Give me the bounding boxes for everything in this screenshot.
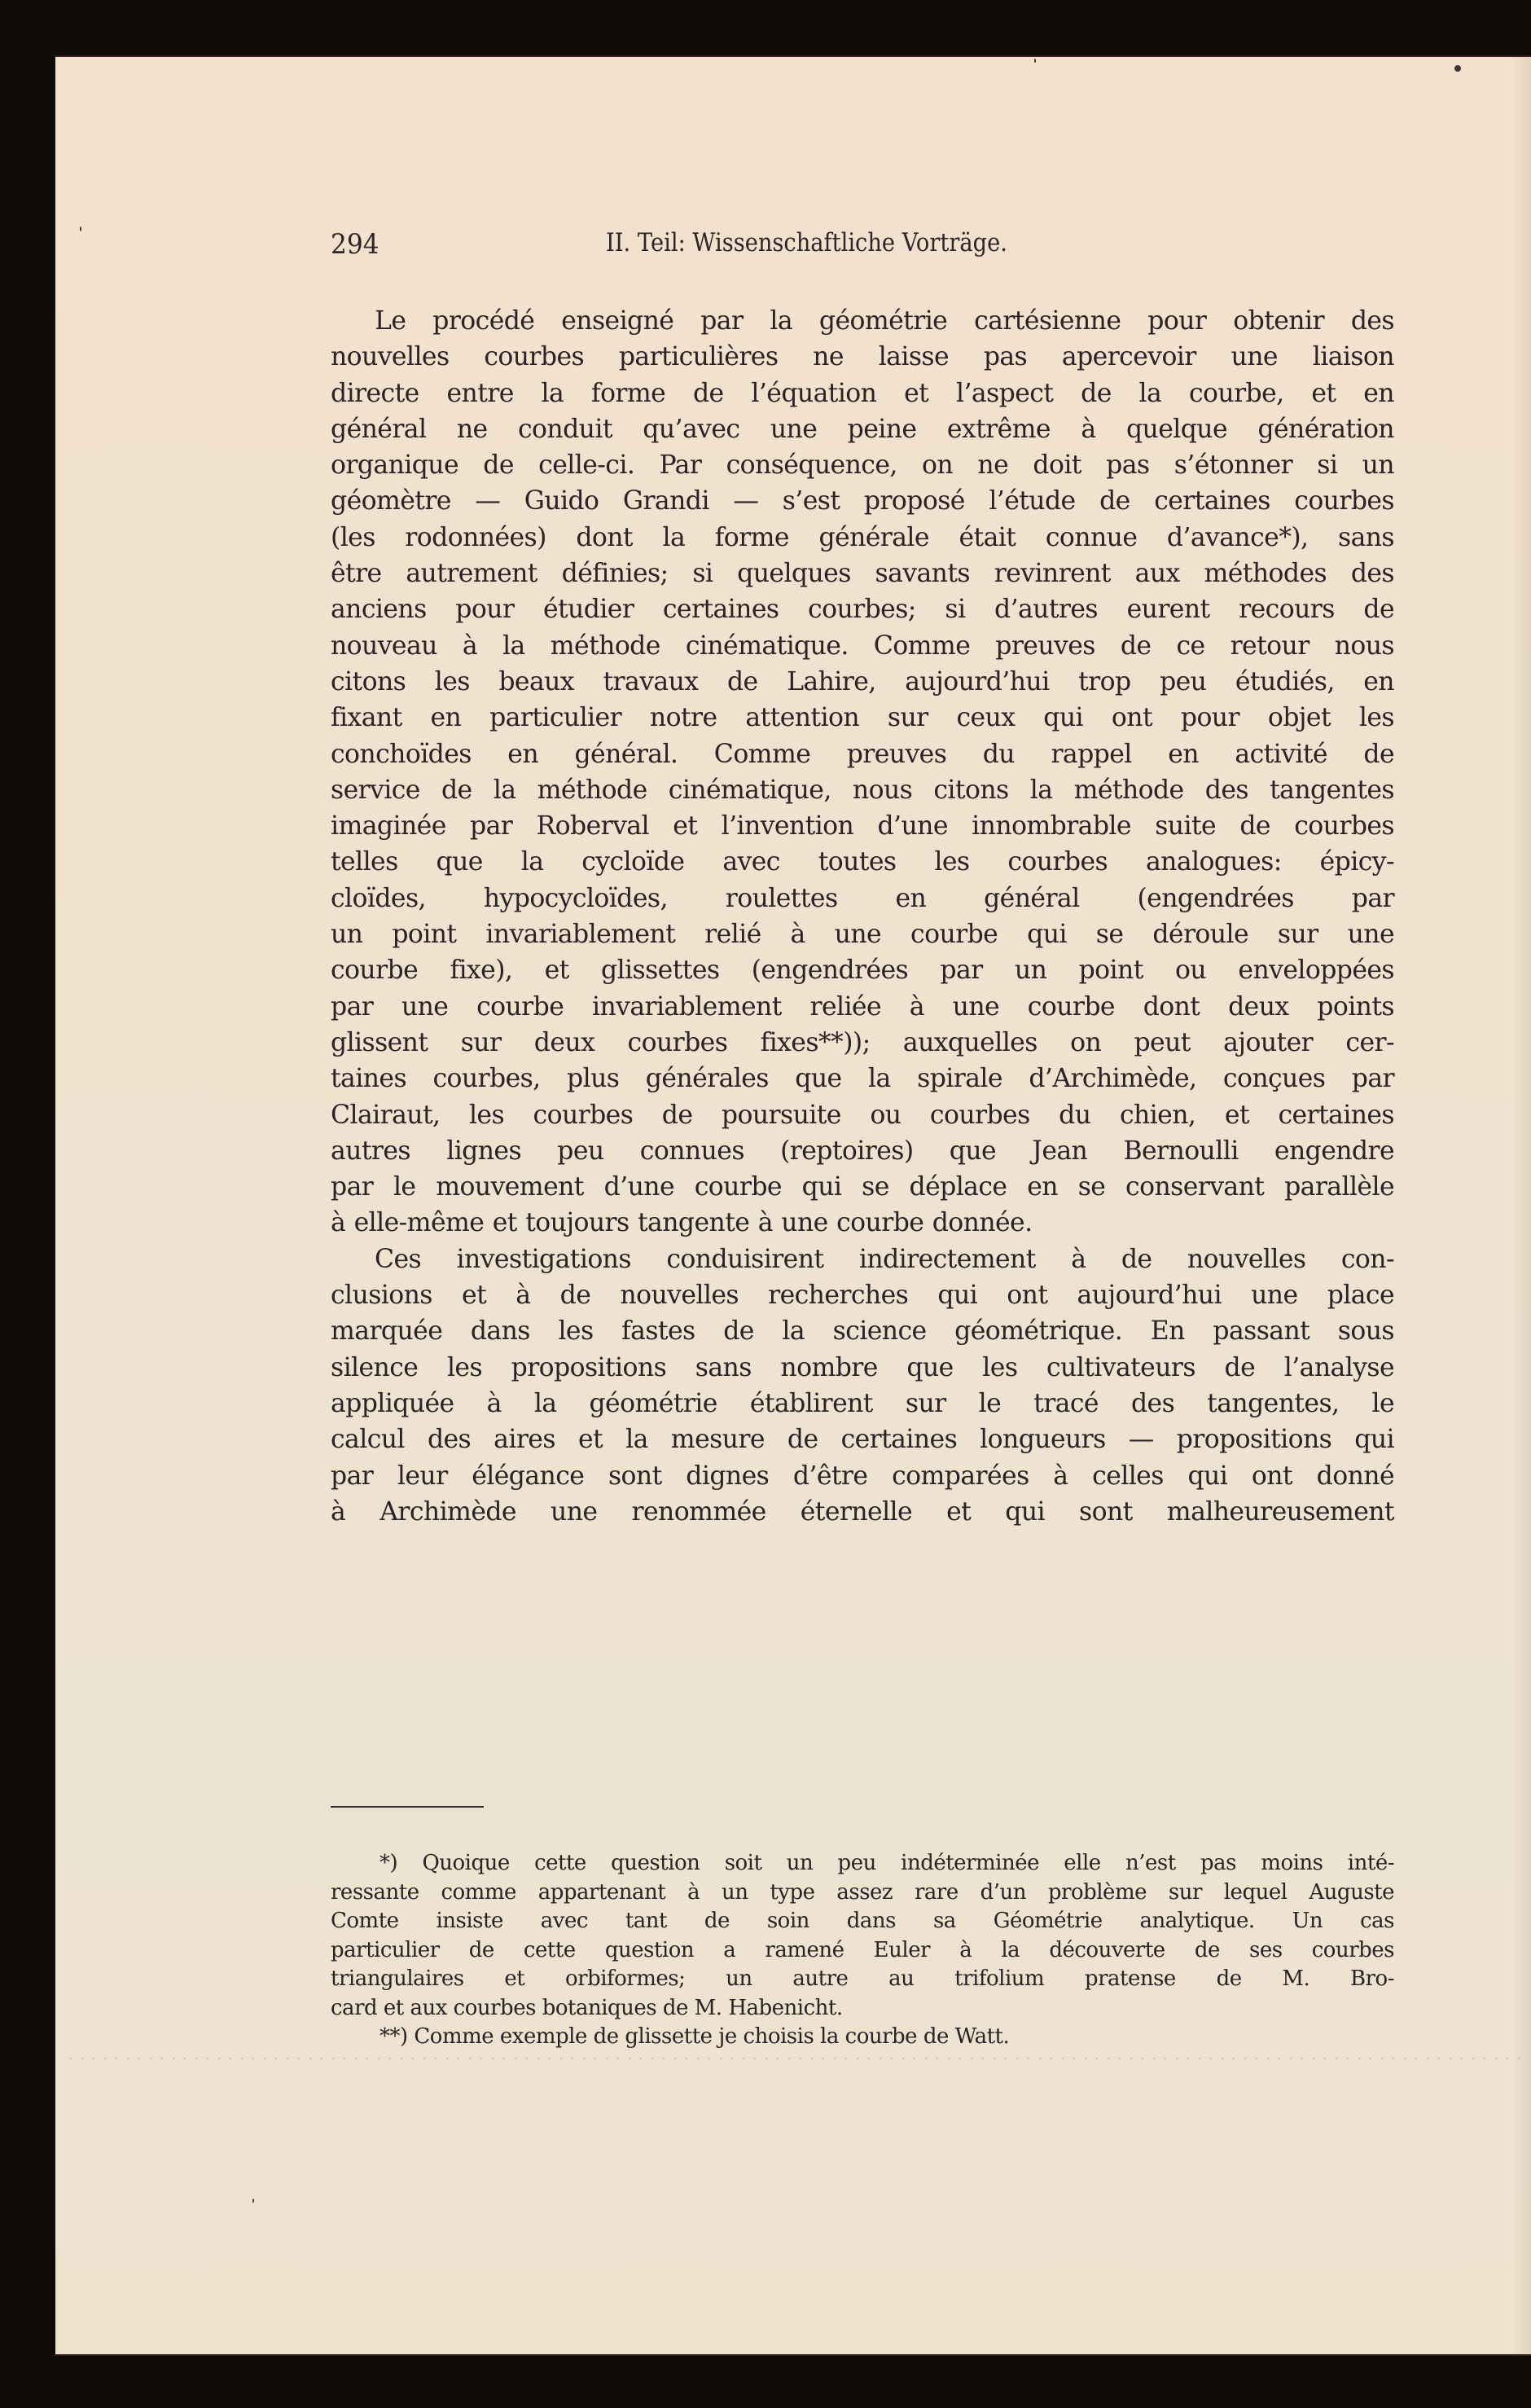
footnote-line: particulier de cette question a ramené Euler à la découverte de ses courbes bbox=[331, 1937, 1394, 1962]
text-line: glissent sur deux courbes fixes**)); auxquelles on peut ajouter cer- bbox=[331, 1027, 1394, 1057]
footnote-line: ressante comme appartenant à un type assez rare d’un problème sur lequel Auguste bbox=[331, 1879, 1394, 1905]
text-line: autres lignes peu connues (reptoires) que Jean Bernoulli engendre bbox=[331, 1136, 1394, 1166]
text-line: Clairaut, les courbes de poursuite ou courbes du chien, et certaines bbox=[331, 1100, 1394, 1130]
text-line: (les rodonnées) dont la forme générale était connue d’avance*), sans bbox=[331, 522, 1394, 552]
text-line: organique de celle-ci. Par conséquence, on ne doit pas s’étonner si un bbox=[331, 450, 1394, 481]
text-line: anciens pour étudier certaines courbes; si d’autres eurent recours de bbox=[331, 595, 1394, 625]
text-line: par le mouvement d’une courbe qui se déplace en se conservant parallèle bbox=[331, 1172, 1394, 1202]
text-line: courbe fixe), et glissettes (engendrées par un point ou enveloppées bbox=[331, 956, 1394, 986]
ink-speck bbox=[1034, 59, 1036, 63]
text-line: Ces investigations conduisirent indirectement à de nouvelles con- bbox=[375, 1244, 1394, 1274]
text-line: conchoïdes en général. Comme preuves du rappel en activité de bbox=[331, 739, 1394, 769]
text-line: taines courbes, plus générales que la spirale d’Archimède, conçues par bbox=[331, 1064, 1394, 1094]
text-line: directe entre la forme de l’équation et l’aspect de la courbe, et en bbox=[331, 378, 1394, 408]
text-line: nouveau à la méthode cinématique. Comme preuves de ce retour nous bbox=[331, 631, 1394, 661]
text-line: marquée dans les fastes de la science géométrique. En passant sous bbox=[331, 1316, 1394, 1347]
text-line: à Archimède une renommée éternelle et qui sont malheureusement bbox=[331, 1496, 1394, 1527]
show-through-dots bbox=[65, 2058, 1523, 2059]
page-number: 294 bbox=[331, 228, 379, 261]
footnote-line: card et aux courbes botaniques de M. Habenicht. bbox=[331, 1995, 843, 2020]
text-line: telles que la cycloïde avec toutes les courbes analogues: épicy- bbox=[331, 847, 1394, 877]
text-line: imaginée par Roberval et l’invention d’une innombrable suite de courbes bbox=[331, 811, 1394, 841]
text-line: appliquée à la géométrie établirent sur le tracé des tangentes, le bbox=[331, 1388, 1394, 1418]
text-line: géomètre — Guido Grandi — s’est proposé l’étude de certaines courbes bbox=[331, 486, 1394, 516]
footnote-line: Comte insiste avec tant de soin dans sa Géométrie analytique. Un cas bbox=[331, 1909, 1394, 1933]
text-line: calcul des aires et la mesure de certaines longueurs — propositions qui bbox=[331, 1425, 1394, 1455]
footnotes bbox=[331, 1849, 1394, 2052]
footnote-line: **) Comme exemple de glissette je choisis la courbe de Watt. bbox=[379, 2024, 1010, 2049]
ink-speck bbox=[252, 2199, 254, 2203]
text-line: Le procédé enseigné par la géométrie cartésienne pour obtenir des bbox=[375, 306, 1394, 336]
running-head: II. Teil: Wissenschaftliche Vorträge. bbox=[606, 228, 1007, 257]
text-line: fixant en particulier notre attention sur ceux qui ont pour objet les bbox=[331, 703, 1394, 733]
ink-speck bbox=[80, 226, 81, 231]
text-line: être autrement définies; si quelques savants revinrent aux méthodes des bbox=[331, 559, 1394, 589]
footnote-line: triangulaires et orbiformes; un autre au trifolium pratense de M. Bro- bbox=[331, 1966, 1394, 1991]
text-line: nouvelles courbes particulières ne laisse pas apercevoir une liaison bbox=[331, 342, 1394, 372]
text-line: un point invariablement relié à une courbe qui se déroule sur une bbox=[331, 920, 1394, 950]
text-line: silence les propositions sans nombre que les cultivateurs de l’analyse bbox=[331, 1352, 1394, 1382]
text-line: à elle-même et toujours tangente à une courbe donnée. bbox=[331, 1208, 1033, 1238]
text-line: général ne conduit qu’avec une peine extrême à quelque génération bbox=[331, 414, 1394, 444]
text-line: par une courbe invariablement reliée à une courbe dont deux points bbox=[331, 991, 1394, 1022]
text-line: citons les beaux travaux de Lahire, aujourd’hui trop peu étudiés, en bbox=[331, 666, 1394, 696]
page-header bbox=[331, 228, 1394, 269]
text-line: service de la méthode cinématique, nous citons la méthode des tangentes bbox=[331, 775, 1394, 805]
main-text bbox=[331, 303, 1394, 1530]
footnote-line: *) Quoique cette question soit un peu indéterminée elle n’est pas moins inté- bbox=[379, 1851, 1394, 1875]
text-line: par leur élégance sont dignes d’être comparées à celles qui ont donné bbox=[331, 1461, 1394, 1491]
ink-speck bbox=[1454, 65, 1461, 72]
page-edge-shadow bbox=[1511, 57, 1531, 2354]
text-line: clusions et à de nouvelles recherches qui ont aujourd’hui une place bbox=[331, 1281, 1394, 1311]
text-line: cloïdes, hypocycloïdes, roulettes en général (engendrées par bbox=[331, 883, 1394, 913]
footnote-separator bbox=[331, 1806, 484, 1808]
